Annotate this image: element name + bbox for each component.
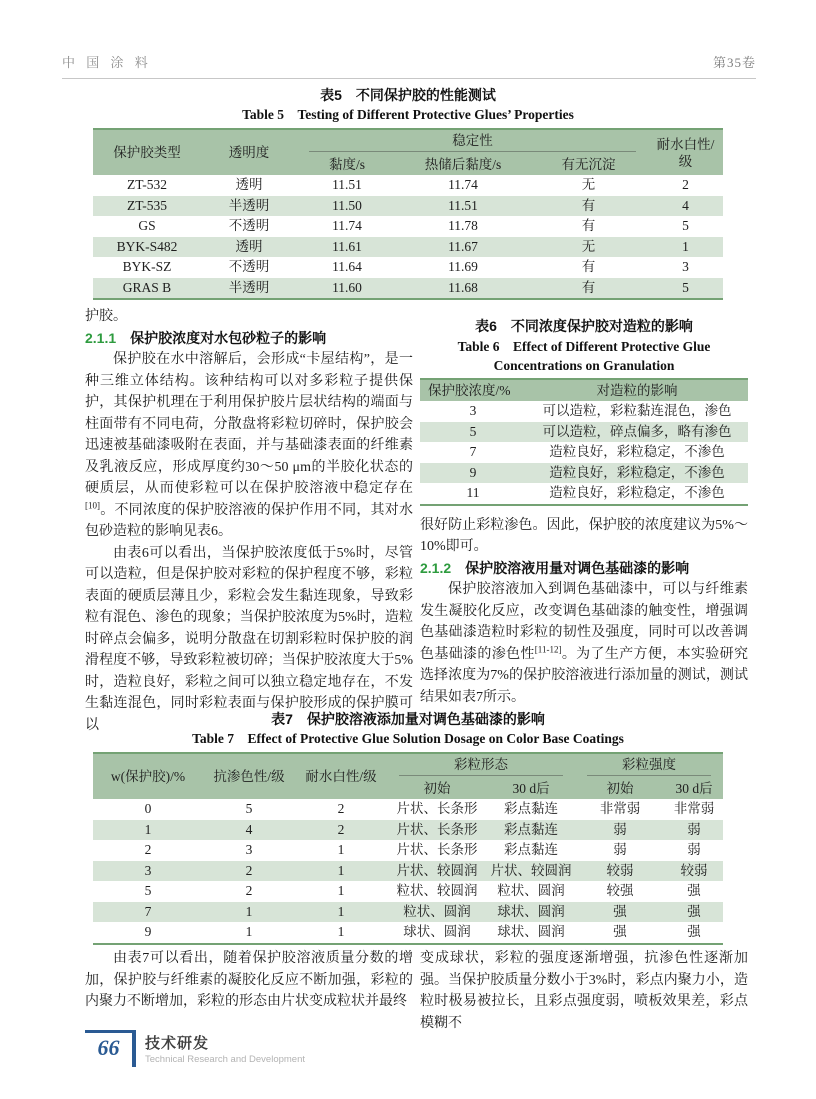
table-cell: 弱	[687, 842, 701, 857]
table-cell: 11.69	[448, 259, 478, 274]
running-head	[62, 52, 756, 79]
table-cell: 3	[144, 862, 152, 878]
column-group-header	[575, 753, 723, 778]
table-cell: BYK-SZ	[122, 259, 172, 274]
table-cell: 1	[337, 903, 345, 919]
table-cell: 半透明	[228, 279, 270, 295]
journal-title: 中 国 涂 料	[62, 55, 152, 70]
table-cell: 3	[682, 259, 689, 274]
table-row	[93, 196, 723, 217]
table-cell: 2	[245, 883, 253, 898]
table7-header	[93, 753, 723, 799]
group-header-label: 稳定性	[309, 132, 636, 152]
table-cell: 2	[682, 177, 689, 192]
table-cell: 11.51	[332, 177, 362, 192]
column-header: w(保护胶)/%	[110, 769, 186, 784]
table-row	[93, 237, 723, 258]
table-cell: 较弱	[606, 862, 634, 878]
section-number: 2.1.2	[420, 559, 452, 576]
table-row	[420, 422, 748, 443]
bottom-column-left	[85, 948, 413, 1013]
table-cell: 弱	[613, 821, 627, 837]
column-group-header	[387, 753, 575, 778]
column-header: 耐水白性/级	[656, 136, 715, 169]
table-cell: 彩点黏连	[504, 842, 558, 857]
table-cell: 1	[337, 842, 345, 857]
table-cell: 强	[687, 924, 701, 939]
table-cell: 5	[245, 801, 253, 816]
table-cell: 7	[144, 903, 152, 919]
table-cell: 有	[581, 197, 596, 213]
table-cell: 2	[337, 821, 345, 837]
table-cell: 无	[581, 238, 596, 254]
table-row	[420, 442, 748, 463]
table6-caption-en-line1: Table 6 Effect of Different Protective Glue	[457, 339, 711, 354]
table-cell: 透明	[235, 177, 263, 192]
table-cell: 7	[469, 444, 477, 459]
section-heading-2-1-1	[85, 328, 413, 350]
table-cell: 11.60	[332, 279, 362, 295]
table-cell: 透明	[235, 238, 263, 254]
paragraph-continuation: 变成球状，彩粒的强度逐渐增强，抗渗色性逐渐加强。当保护胶质量分数小于3%时，彩点内聚力小，造粒时极易被拉长，且彩点强度弱，喷板效果差，彩点模糊不	[420, 951, 748, 1031]
table-row	[420, 401, 748, 422]
table-cell: 造粒良好，彩粒稳定，不渗色	[549, 444, 725, 459]
table7-section	[93, 710, 723, 945]
page-number-block	[85, 1030, 132, 1062]
page-footer	[85, 1030, 305, 1067]
table-cell: 球状、圆润	[403, 924, 471, 939]
section-number: 2.1.1	[85, 329, 117, 346]
table-cell: 9	[144, 924, 152, 939]
column-subheader: 初始	[423, 781, 451, 796]
paragraph: 保护胶在水中溶解后，会形成“卡屋结构”，是一种三维立体结构。该种结构可以对多彩粒子提供保护，其保护机理在于利用保护胶片层状结构的端面与柱面带有不同电荷，分散盘将彩粒切碎时，保护胶会迅速被基础漆吸附在表面，并与基础漆表面的纤维素及乳液反应，形成厚度约30～50 μm的半胶化状态的硬质层，从而使彩粒可以在保护胶溶液中稳定存在[10]。不同浓度的保护胶溶液的保护作用不同，其对水包砂造粒的影响见表6。	[85, 352, 413, 539]
table-cell: 11.61	[332, 238, 362, 254]
table-cell: 造粒良好，彩粒稳定，不渗色	[549, 464, 725, 480]
section-heading-2-1-2	[420, 558, 748, 580]
paragraph: 保护胶溶液加入到调色基础漆中，可以与纤维素发生凝胶化反应，改变调色基础漆的触变性，增强调色基础漆造粒时彩粒的韧性及强度，同时可以改善调色基础漆的渗色性[11-12]。为了生产方便，本实验研究选择浓度为7%的保护胶溶液进行添加量的测试，测试结果如表7所示。	[420, 582, 749, 705]
column-subheader: 热储后黏度/s	[424, 157, 502, 172]
table-cell: 5	[469, 423, 477, 439]
table-cell: 彩点黏连	[504, 821, 558, 837]
table-cell: 3	[469, 403, 477, 418]
table-row	[93, 902, 723, 923]
paragraph-continuation: 护胶。	[85, 309, 127, 324]
table-cell: 较弱	[680, 862, 708, 878]
table-row	[93, 216, 723, 237]
table-cell: 造粒良好，彩粒稳定，不渗色	[549, 485, 725, 500]
table-cell: 强	[613, 903, 627, 919]
table5	[93, 128, 723, 300]
table-cell: 3	[245, 842, 253, 857]
footer-section-block	[145, 1030, 305, 1065]
table-cell: 有	[581, 259, 596, 274]
table-cell: 可以造粒，彩粒黏连混色，渗色	[542, 403, 732, 418]
column-subheader: 有无沉淀	[561, 157, 616, 172]
table-cell: 5	[682, 279, 689, 295]
table-cell: 1	[337, 862, 345, 878]
table-cell: 4	[682, 197, 689, 213]
column-group-header	[297, 129, 648, 154]
column-subheader: 黏度/s	[328, 157, 365, 172]
table5-caption-cn: 表5 不同保护胶的性能测试	[320, 87, 496, 103]
table-cell: 11	[466, 485, 480, 500]
column-header: 保护胶浓度/%	[428, 383, 511, 398]
table-cell: 1	[337, 883, 345, 898]
table-row	[93, 278, 723, 300]
table-row	[420, 463, 748, 484]
column-header: 对造粒的影响	[596, 383, 678, 398]
table-cell: 9	[469, 464, 477, 480]
table-cell: 不透明	[228, 218, 270, 233]
table-cell: 球状、圆润	[497, 903, 565, 919]
table-row	[93, 257, 723, 278]
table-cell: 可以造粒，碎点偏多，略有渗色	[542, 423, 732, 439]
column-header: 抗渗色性/级	[213, 769, 285, 784]
table-cell: 非常弱	[599, 801, 641, 816]
table-cell: 片状、长条形	[396, 801, 478, 816]
table-cell: 2	[337, 801, 345, 816]
table6	[420, 378, 748, 506]
table5-section	[93, 86, 723, 300]
table7-caption-en: Table 7 Effect of Protective Glue Solution Dosage on Color Base Coatings	[192, 731, 624, 746]
footer-section-cn: 技术研发	[145, 1035, 210, 1052]
footer-section-en: Technical Research and Development	[145, 1054, 306, 1065]
table-cell: 有	[581, 279, 596, 295]
table6-caption-en-line2: Concentrations on Granulation	[493, 358, 675, 373]
table-row	[93, 840, 723, 861]
table-cell: 有	[581, 218, 596, 233]
group-header-label: 彩粒强度	[587, 756, 711, 776]
paragraph: 由表6可以看出，当保护胶浓度低于5%时，尽管可以造粒，但是保护胶对彩粒的保护程度不够，彩粒表面的硬质层薄且少，彩粒会发生黏连现象，导致彩粒有混色、渗色的现象；当保护胶浓度为5%时，造粒时碎点会偏多，说明分散盘在切割彩粒时保护胶的润滑程度不够，导致彩粒被切碎；当保护胶浓度大于5%时，造粒良好，彩粒之间可以独立稳定地存在，不发生黏连混色，同时彩粒表面与保护胶形成的保护膜可以	[85, 545, 413, 733]
table5-caption-en: Table 5 Testing of Different Protective Glues’ Properties	[242, 107, 574, 122]
table-cell: 强	[687, 903, 701, 919]
table6-header	[420, 379, 748, 401]
table-cell: 弱	[687, 821, 701, 837]
table-cell: 11.51	[448, 197, 478, 213]
table-cell: 球状、圆润	[497, 924, 565, 939]
bottom-column-right	[420, 948, 748, 1034]
section-title: 保护胶溶液用量对调色基础漆的影响	[465, 559, 690, 576]
table-cell: 11.78	[448, 218, 478, 233]
table-cell: 粒状、圆润	[497, 883, 565, 898]
column-subheader: 初始	[606, 781, 634, 796]
table-row	[93, 922, 723, 944]
body-column-left	[85, 306, 413, 736]
table6-body	[420, 401, 748, 505]
table-cell: GS	[138, 218, 156, 233]
table6-caption-cn: 表6 不同浓度保护胶对造粒的影响	[475, 318, 693, 334]
table-cell: 1	[682, 238, 689, 254]
table-row	[93, 175, 723, 196]
table-cell: 强	[613, 924, 627, 939]
table-cell: ZT-532	[127, 177, 167, 192]
table-row	[93, 861, 723, 882]
table-cell: 弱	[613, 842, 627, 857]
table-cell: 无	[581, 177, 596, 192]
table-cell: 不透明	[228, 259, 270, 274]
column-header: 透明度	[228, 145, 270, 160]
table-row	[93, 881, 723, 902]
table-cell: 2	[245, 862, 253, 878]
table-cell: 片状、较圆润	[396, 862, 478, 878]
table7-caption-cn: 表7 保护胶溶液添加量对调色基础漆的影响	[271, 711, 545, 727]
table-cell: 2	[144, 842, 152, 857]
table-cell: 1	[245, 903, 253, 919]
table-cell: 粒状、较圆润	[396, 883, 478, 898]
group-header-label: 彩粒形态	[399, 756, 563, 776]
table-cell: 0	[144, 801, 152, 816]
column-header: 耐水白性/级	[305, 769, 377, 784]
section-title: 保护胶浓度对水包砂粒子的影响	[130, 329, 327, 346]
table-cell: ZT-535	[127, 197, 167, 213]
column-header: 保护胶类型	[113, 145, 181, 160]
table-cell: GRAS B	[122, 279, 172, 295]
table-cell: 11.64	[332, 259, 362, 274]
table-row	[420, 483, 748, 505]
table-cell: 11.68	[448, 279, 478, 295]
table-cell: 片状、较圆润	[490, 862, 572, 878]
column-subheader: 30 d后	[512, 781, 550, 796]
table-cell: 片状、长条形	[396, 821, 478, 837]
table-cell: 5	[144, 883, 152, 898]
table-cell: 彩点黏连	[504, 801, 558, 816]
table5-header	[93, 129, 723, 175]
column-subheader: 30 d后	[675, 781, 713, 796]
table-row	[93, 820, 723, 841]
table-cell: 半透明	[228, 197, 270, 213]
table-row	[93, 799, 723, 820]
table-cell: 1	[245, 924, 253, 939]
table7	[93, 752, 723, 945]
paragraph-continuation: 很好防止彩粒渗色。因此，保护胶的浓度建议为5%～10%即可。	[420, 517, 748, 554]
paragraph: 由表7可以看出，随着保护胶溶液质量分数的增加，保护胶与纤维素的凝胶化反应不断加强，彩粒的内聚力不断增加，彩粒的形态由片状变成粒状并最终	[85, 951, 413, 1009]
table-cell: 4	[245, 821, 253, 837]
body-column-right	[420, 316, 748, 708]
table-cell: 片状、长条形	[396, 842, 478, 857]
page-number: 66	[97, 1035, 120, 1060]
table-cell: 非常弱	[673, 801, 715, 816]
table7-body	[93, 799, 723, 944]
volume-label: 第35卷	[712, 55, 756, 70]
table-cell: BYK-S482	[116, 238, 178, 254]
table-cell: 11.74	[332, 218, 362, 233]
table-cell: 11.67	[448, 238, 478, 254]
table5-body	[93, 175, 723, 299]
table-cell: 粒状、圆润	[403, 903, 471, 919]
table-cell: 1	[144, 821, 152, 837]
table-cell: 5	[682, 218, 689, 233]
table-cell: 较强	[606, 883, 634, 898]
table-cell: 11.50	[332, 197, 362, 213]
table-cell: 11.74	[448, 177, 478, 192]
table-cell: 强	[687, 883, 701, 898]
table6-section	[420, 316, 748, 506]
table-cell: 1	[337, 924, 345, 939]
footer-divider-bar	[132, 1030, 136, 1067]
